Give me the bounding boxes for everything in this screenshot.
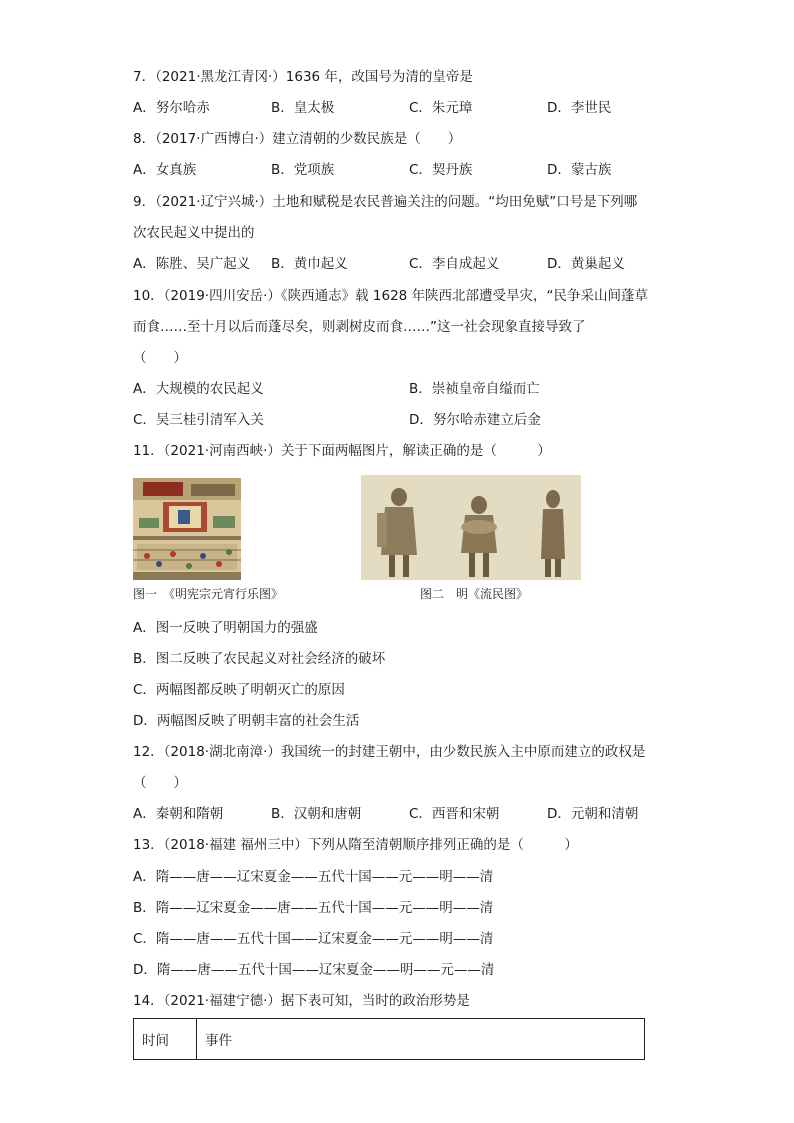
q8-option-b[interactable]: B．党项族 (271, 162, 335, 178)
q7-option-d[interactable]: D．李世民 (547, 100, 612, 116)
q12-option-d[interactable]: D．元朝和清朝 (547, 806, 639, 822)
q8-option-a[interactable]: A．女真族 (133, 162, 197, 178)
q8-option-c[interactable]: C．契丹族 (409, 162, 473, 178)
figure-1-image (133, 478, 241, 580)
q14-table (133, 1018, 645, 1060)
figure-1-caption: 图一 《明宪宗元宵行乐图》 (133, 587, 284, 601)
q7-option-b[interactable]: B．皇太极 (271, 100, 335, 116)
q10-option-a[interactable]: A．大规模的农民起义 (133, 381, 264, 397)
q13-option-d[interactable]: D．隋——唐——五代十国——辽宋夏金——明——元——清 (133, 962, 495, 978)
q11-option-b[interactable]: B．图二反映了农民起义对社会经济的破坏 (133, 651, 386, 667)
q11-option-d[interactable]: D．两幅图反映了明朝丰富的社会生活 (133, 713, 360, 729)
q13-option-a[interactable]: A．隋——唐——辽宋夏金——五代十国——元——明——清 (133, 869, 494, 885)
question-12-stem-line1: 12．（2018·湖北南漳·）我国统一的封建王朝中，由少数民族入主中原而建立的政权是 (133, 744, 646, 760)
q9-option-c[interactable]: C．李自成起义 (409, 256, 500, 272)
question-13-stem: 13．（2018·福建 福州三中）下列从隋至清朝顺序排列正确的是（ ） (133, 837, 578, 853)
q7-option-a[interactable]: A．努尔哈赤 (133, 100, 210, 116)
q8-option-d[interactable]: D．蒙古族 (547, 162, 612, 178)
q11-option-a[interactable]: A．图一反映了明朝国力的强盛 (133, 620, 318, 636)
question-9-stem-line1: 9．（2021·辽宁兴城·）土地和赋税是农民普遍关注的问题。“均田免赋”口号是下列哪 (133, 194, 638, 210)
q9-option-d[interactable]: D．黄巢起义 (547, 256, 625, 272)
q12-option-b[interactable]: B．汉朝和唐朝 (271, 806, 362, 822)
table-header-event: 事件 (197, 1019, 645, 1060)
q10-option-b[interactable]: B．崇祯皇帝自缢而亡 (409, 381, 540, 397)
q9-option-b[interactable]: B．黄巾起义 (271, 256, 348, 272)
question-12-stem-line2: （ ） (133, 775, 187, 791)
q12-option-a[interactable]: A．秦朝和隋朝 (133, 806, 224, 822)
q11-option-c[interactable]: C．两幅图都反映了明朝灭亡的原因 (133, 682, 345, 698)
q13-option-c[interactable]: C．隋——唐——五代十国——辽宋夏金——元——明——清 (133, 931, 494, 947)
q12-option-c[interactable]: C．西晋和宋朝 (409, 806, 500, 822)
table-header-row (134, 1019, 645, 1060)
q10-option-c[interactable]: C．吴三桂引清军入关 (133, 412, 264, 428)
question-10-stem-line1: 10．（2019·四川安岳·）《陕西通志》载 1628 年陕西北部遭受旱灾，“民争采山间蓬草 (133, 288, 649, 304)
question-8-stem: 8．（2017·广西博白·）建立清朝的少数民族是（ ） (133, 131, 462, 147)
question-9-stem-line2: 次农民起义中提出的 (133, 225, 255, 241)
q13-option-b[interactable]: B．隋——辽宋夏金——唐——五代十国——元——明——清 (133, 900, 494, 916)
q7-option-c[interactable]: C．朱元璋 (409, 100, 473, 116)
figure-2-caption: 图二 明《流民图》 (420, 587, 529, 601)
question-10-stem-line2: 而食……至十月以后而蓬尽矣，则剥树皮而食……”这一社会现象直接导致了 (133, 319, 586, 335)
question-11-stem: 11．（2021·河南西峡·）关于下面两幅图片，解读正确的是（ ） (133, 443, 551, 459)
question-10-stem-line3: （ ） (133, 350, 187, 366)
figure-2-image (361, 475, 581, 580)
q9-option-a[interactable]: A．陈胜、吴广起义 (133, 256, 251, 272)
question-7-stem: 7．（2021·黑龙江青冈·）1636 年，改国号为清的皇帝是 (133, 69, 473, 85)
question-14-stem: 14．（2021·福建宁德·）据下表可知，当时的政治形势是 (133, 993, 470, 1009)
q10-option-d[interactable]: D．努尔哈赤建立后金 (409, 412, 541, 428)
table-header-time: 时间 (134, 1019, 197, 1060)
